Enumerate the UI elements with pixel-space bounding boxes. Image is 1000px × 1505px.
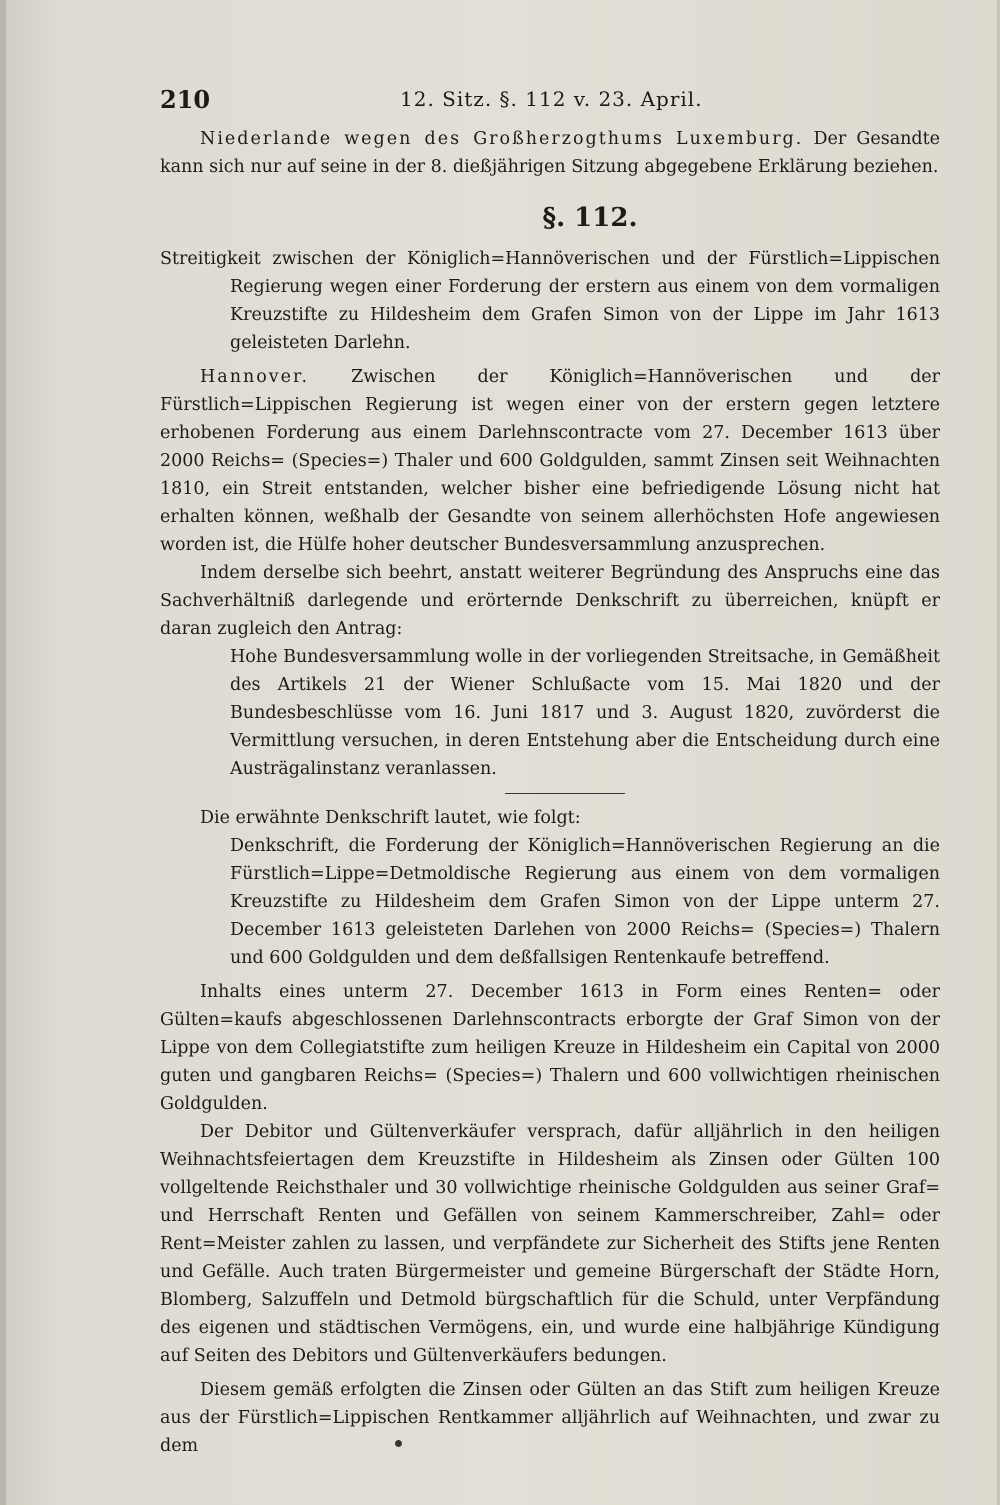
antrag-paragraph: Hohe Bundesversammlung wolle in der vorliegenden Streitsache, in Gemäßheit des Artikels 21 der Wiener Schlußacte vom 15. Mai 1820 und der Bundesbeschlüsse vom 16. Juni 1817 und 3. August 1820, zuvörderst die Vermittlung versuchen, in deren Entstehung aber die Entscheidung durch eine Austrägalinstanz veranlassen. — [230, 647, 940, 779]
hannover-text: Zwischen der Königlich=Hannöverischen und der Fürstlich=Lippischen Regierung ist wegen einer von der erstern gegen letztere erhobenen Forderung aus einem Darlehnscontracte vom 27. December 1613 über 2000 Reichs= (Species=) Thaler und 600 Goldgulden, sammt Zinsen seit Weihnachten 1810, ein Streit entstanden, welcher bisher eine befriedigende Lösung nicht hat erhalten können, weßhalb der Gesandte von seinem allerhöchsten Hofe angewiesen worden ist, die Hülfe hoher deutscher Bundesversammlung anzusprechen. — [160, 367, 940, 555]
denkschrift-intro: Die erwähnte Denkschrift lautet, wie folgt: — [200, 808, 581, 828]
intro-paragraph — [160, 125, 940, 181]
intro-rest: Der Gesandte kann sich nur auf seine in der 8. dießjährigen Sitzung abgegebene Erklärung beziehen. — [160, 129, 940, 177]
ink-dot — [395, 1440, 402, 1447]
page-content — [160, 85, 940, 1460]
intro-lead: Niederlande wegen des Großherzogthums Luxemburg. — [200, 129, 804, 149]
paragraph-4: Der Debitor und Gültenverkäufer versprach, dafür alljährlich in den heiligen Weihnachtsfeiertagen dem Kreuzstifte in Hildesheim als Zinsen oder Gülten 100 vollgeltende Reichsthaler und 30 vollwichtige rheinische Goldgulden aus seiner Graf= und Herrschaft Renten und Gefällen von seinem Kammerschreiber, Zahl= oder Rent=Meister zahlen zu lassen, und verpfändete zur Sicherheit des Stifts jene Renten und Gefälle. Auch traten Bürgermeister und gemeine Bürgerschaft der Städte Horn, Blomberg, Salzuffeln und Detmold bürgschaftlich für die Schuld, unter Verpfändung des eigenen und städtischen Vermögens, ein, und wurde eine halbjährige Kündigung auf Seiten des Debitors und Gültenverkäufers bedungen. — [160, 1122, 940, 1366]
running-head: 12. Sitz. §. 112 v. 23. April. — [400, 87, 703, 111]
divider-rule — [505, 793, 625, 794]
paragraph-3: Inhalts eines unterm 27. December 1613 in Form eines Renten= oder Gülten=kaufs abgeschlossenen Darlehnscontracts erborgte der Graf Simon von der Lippe von dem Collegiatstifte zum heiligen Kreuze in Hildesheim ein Capital von 2000 guten und gangbaren Reichs= (Species=) Thalern und 600 vollwichtigen rheinischen Goldgulden. — [160, 982, 940, 1114]
hannover-paragraph — [160, 363, 940, 559]
section-number: §. 112. — [542, 203, 638, 233]
paragraph-2: Indem derselbe sich beehrt, anstatt weiterer Begründung des Anspruchs eine das Sachverhältniß darlegende und erörternde Denkschrift zu überreichen, knüpft er daran zugleich den Antrag: — [160, 563, 940, 639]
paragraph-5: Diesem gemäß erfolgten die Zinsen oder Gülten an das Stift zum heiligen Kreuze aus der Fürstlich=Lippischen Rentkammer alljährlich auf Weihnachten, und zwar zu dem — [160, 1380, 940, 1456]
denkschrift-title: Denkschrift, die Forderung der Königlich=Hannöverischen Regierung an die Fürstlich=Lippe=Detmoldische Regierung aus einem von dem vormaligen Kreuzstifte zu Hildesheim dem Grafen Simon von der Lippe unterm 27. December 1613 geleisteten Darlehen von 2000 Reichs= (Species=) Thalern und 600 Goldgulden und dem deßfallsigen Rentenkaufe betreffend. — [230, 836, 940, 968]
page-header — [160, 85, 940, 125]
hannover-lead: Hannover. — [200, 367, 310, 387]
section-title: Streitigkeit zwischen der Königlich=Hannöverischen und der Fürstlich=Lippischen Regierung wegen einer Forderung der erstern aus einem von dem vormaligen Kreuzstifte zu Hildesheim dem Grafen Simon von der Lippe im Jahr 1613 geleisteten Darlehn. — [160, 249, 940, 353]
page-edge-left — [0, 0, 6, 1505]
page-number: 210 — [160, 85, 211, 114]
